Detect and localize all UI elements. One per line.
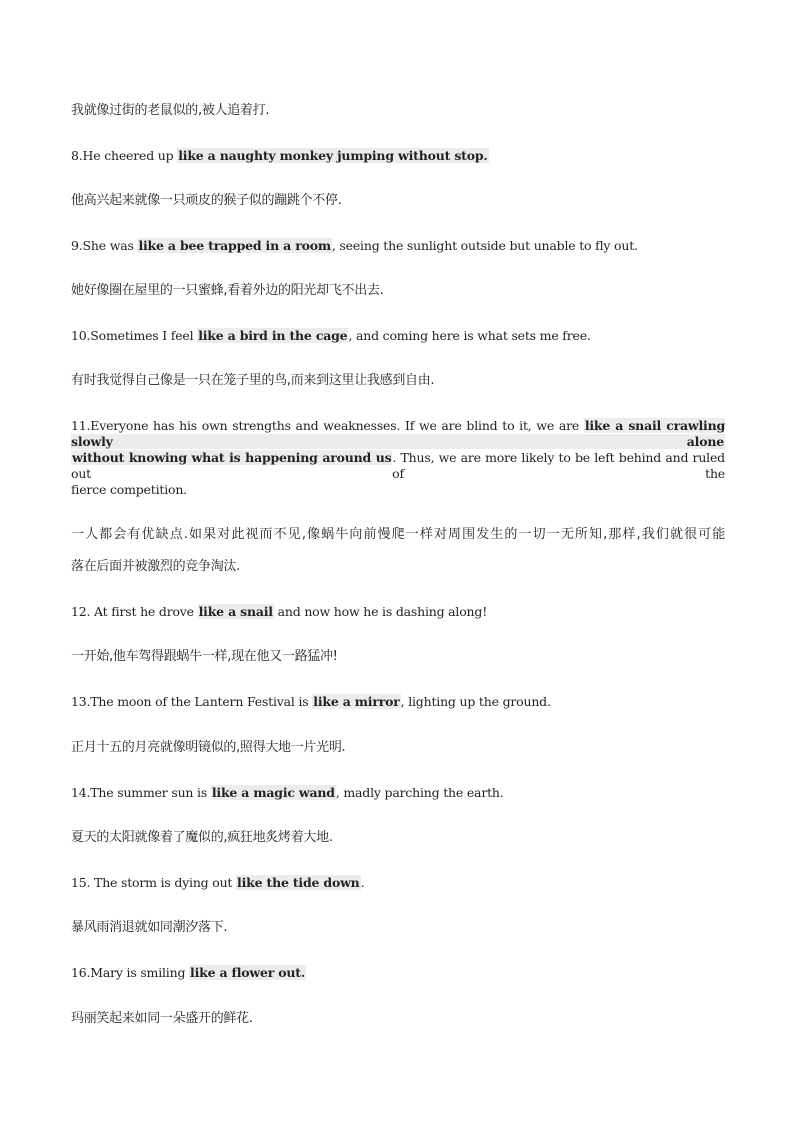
text-line <box>71 785 725 801</box>
highlighted-phrase: like a snail crawling slowly alone <box>71 418 726 449</box>
text-run: fierce competition. <box>71 482 187 497</box>
text-run: 15. The storm is dying out <box>71 875 237 890</box>
highlighted-phrase: like a mirror <box>313 694 400 709</box>
text-line <box>71 328 725 344</box>
text-line <box>71 193 725 209</box>
text-run: 落在后面并被激烈的竞争淘汰. <box>71 559 240 574</box>
text-line <box>71 482 725 498</box>
text-line <box>71 740 725 756</box>
highlighted-phrase: like the tide down <box>237 875 360 890</box>
text-line <box>71 649 725 665</box>
highlighted-phrase: like a snail <box>198 604 273 619</box>
text-run: 一人都会有优缺点.如果对此视而不见,像蜗牛向前慢爬一样对周围发生的一切一无所知,那样,我们就很可能 <box>71 527 725 542</box>
text-run: 正月十五的月亮就像明镜似的,照得大地一片光明. <box>71 740 346 755</box>
text-line <box>71 418 725 450</box>
highlighted-phrase: like a bee trapped in a room <box>138 238 331 253</box>
text-run: . Thus, we are more likely to be left behind and ruled out of the <box>71 450 725 481</box>
text-line <box>71 450 725 482</box>
highlighted-phrase: like a bird in the cage <box>198 328 348 343</box>
text-run: 10.Sometimes I feel <box>71 328 198 343</box>
highlighted-phrase: like a magic wand <box>211 785 335 800</box>
text-line <box>71 527 725 543</box>
text-run: and now how he is dashing along! <box>273 604 488 619</box>
text-run: , madly parching the earth. <box>335 785 504 800</box>
text-run: 她好像圈在屋里的一只蜜蜂,看着外边的阳光却飞不出去. <box>71 283 384 298</box>
text-run: 一开始,他车驾得跟蜗牛一样,现在他又一路猛冲! <box>71 649 338 664</box>
text-line <box>71 103 725 119</box>
text-line <box>71 965 725 981</box>
text-run: 16.Mary is smiling <box>71 965 190 980</box>
text-line <box>71 694 725 710</box>
text-run: 9.She was <box>71 238 138 253</box>
text-run: , seeing the sunlight outside but unable to fly out. <box>331 238 638 253</box>
text-run: , and coming here is what sets me free. <box>348 328 591 343</box>
text-line <box>71 875 725 891</box>
highlighted-phrase: like a naughty monkey jumping without stop. <box>178 148 488 163</box>
text-run: 12. At first he drove <box>71 604 198 619</box>
text-run: , lighting up the ground. <box>400 694 551 709</box>
text-run: 13.The moon of the Lantern Festival is <box>71 694 313 709</box>
text-run: 有时我觉得自己像是一只在笼子里的鸟,而来到这里让我感到自由. <box>71 373 435 388</box>
text-run: 我就像过街的老鼠似的,被人追着打. <box>71 103 270 118</box>
text-run: 玛丽笑起来如同一朵盛开的鲜花. <box>71 1011 253 1026</box>
text-run: 夏天的太阳就像着了魔似的,疯狂地炙烤着大地. <box>71 830 333 845</box>
text-line <box>71 604 725 620</box>
text-line <box>71 1011 725 1027</box>
text-run: 14.The summer sun is <box>71 785 211 800</box>
text-run: 8.He cheered up <box>71 148 178 163</box>
text-run: . <box>360 875 365 890</box>
text-line <box>71 283 725 299</box>
text-run: 暴风雨消退就如同潮汐落下. <box>71 920 228 935</box>
text-line <box>71 559 725 575</box>
highlighted-phrase: like a flower out. <box>190 965 305 980</box>
highlighted-phrase: without knowing what is happening around us <box>72 450 392 465</box>
text-run: 他高兴起来就像一只顽皮的猴子似的蹦跳个不停. <box>71 193 342 208</box>
text-run: 11.Everyone has his own strengths and weaknesses. If we are blind to it, we are <box>71 418 584 433</box>
text-line <box>71 148 725 164</box>
text-line <box>71 830 725 846</box>
text-line <box>71 238 725 254</box>
text-line <box>71 373 725 389</box>
text-line <box>71 920 725 936</box>
